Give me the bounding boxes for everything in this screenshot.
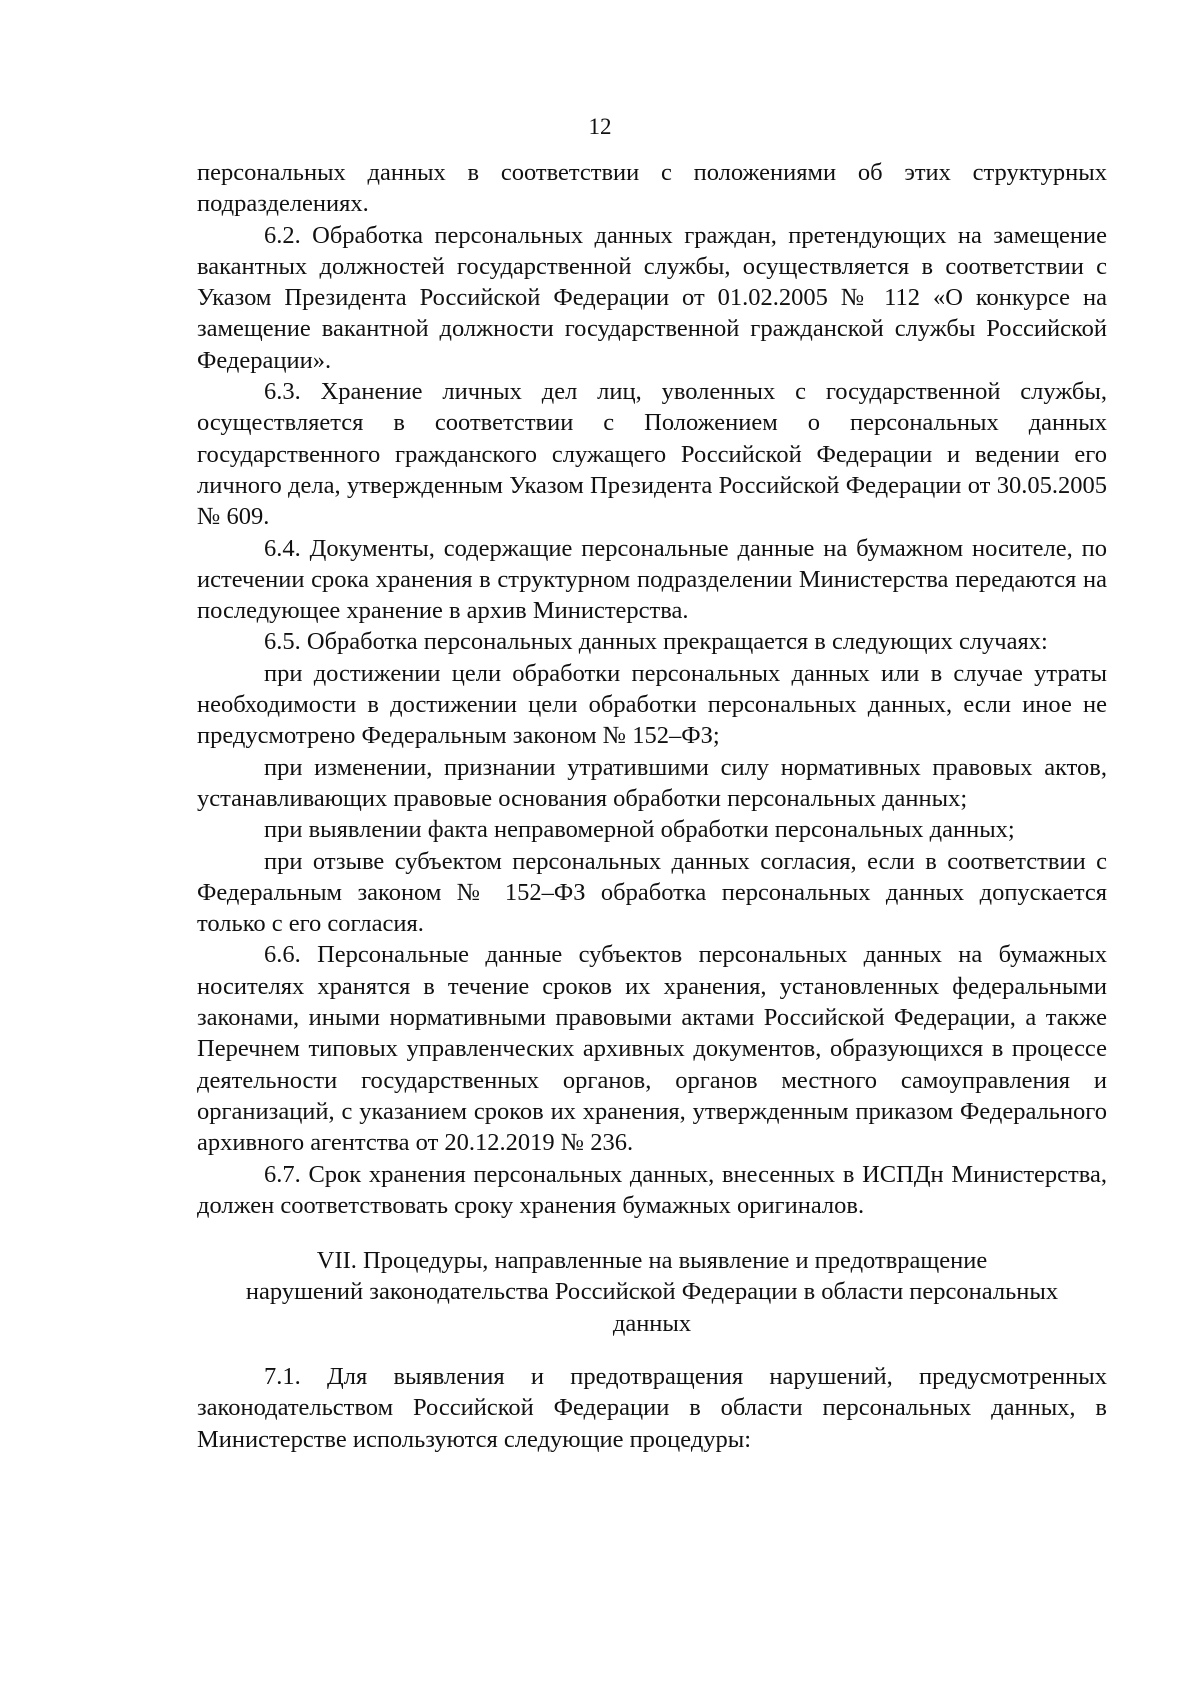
paragraph-6-6: 6.6. Персональные данные субъектов персональных данных на бумажных носителях хранятся в течение сроков их хранения, установленных федеральными законами, иными нормативными правовыми актами Российской Федерации, а также Перечнем типовых управленческих архивных документов, образующихся в процессе деятельности государственных органов, органов местного самоуправления и организаций, с указанием сроков их хранения, утвержденным приказом Федерального архивного агентства от 20.12.2019 № 236.	[197, 941, 1107, 1157]
paragraph-6-4: 6.4. Документы, содержащие персональные данные на бумажном носителе, по истечении срока хранения в структурном подразделении Министерства передаются на последующее хранение в архив Министерства.	[197, 534, 1107, 625]
paragraph-6-2: 6.2. Обработка персональных данных граждан, претендующих на замещение вакантных должностей государственной службы, осуществляется в соответствии с Указом Президента Российской Федерации от 01.02.2005 № 112 «О конкурсе на замещение вакантной должности государственной гражданской службы Российской Федерации».	[197, 221, 1107, 374]
section-heading-line: VII. Процедуры, направленные на выявление и предотвращение	[316, 1247, 988, 1275]
list-item-unlawful-processing: при выявлении факта неправомерной обработки персональных данных;	[264, 816, 1015, 844]
paragraph-6-3: 6.3. Хранение личных дел лиц, уволенных с государственной службы, осуществляется в соответствии с Положением о персональных данных государственного гражданского служащего Российской Федерации и ведении его личного дела, утвержденным Указом Президента Российской Федерации от 30.05.2005 № 609.	[197, 378, 1107, 531]
document-body	[197, 157, 1107, 1455]
list-item-goal-achieved: при достижении цели обработки персональных данных или в случае утраты необходимости в достижении цели обработки персональных данных, если иное не предусмотрено Федеральным законом № 152–ФЗ;	[197, 659, 1107, 750]
section-heading-line: нарушений законодательства Российской Федерации в области персональных	[245, 1278, 1059, 1306]
paragraph-6-5: 6.5. Обработка персональных данных прекращается в следующих случаях:	[264, 628, 1048, 656]
paragraph-7-1: 7.1. Для выявления и предотвращения нарушений, предусмотренных законодательством Российской Федерации в области персональных данных, в Министерстве используются следующие процедуры:	[197, 1362, 1107, 1453]
section-heading	[197, 1245, 1107, 1339]
list-item-consent-withdrawn: при отзыве субъектом персональных данных согласия, если в соответствии с Федеральным законом № 152–ФЗ обработка персональных данных допускается только с его согласия.	[197, 847, 1107, 938]
page-number: 12	[588, 114, 612, 139]
paragraph-continuation: персональных данных в соответствии с положениями об этих структурных подразделениях.	[197, 159, 1107, 218]
section-heading-line: данных	[612, 1309, 692, 1337]
list-item-acts-changed: при изменении, признании утратившими силу нормативных правовых актов, устанавливающих правовые основания обработки персональных данных;	[197, 753, 1107, 812]
paragraph-6-7: 6.7. Срок хранения персональных данных, внесенных в ИСПДн Министерства, должен соответствовать сроку хранения бумажных оригиналов.	[197, 1160, 1107, 1219]
